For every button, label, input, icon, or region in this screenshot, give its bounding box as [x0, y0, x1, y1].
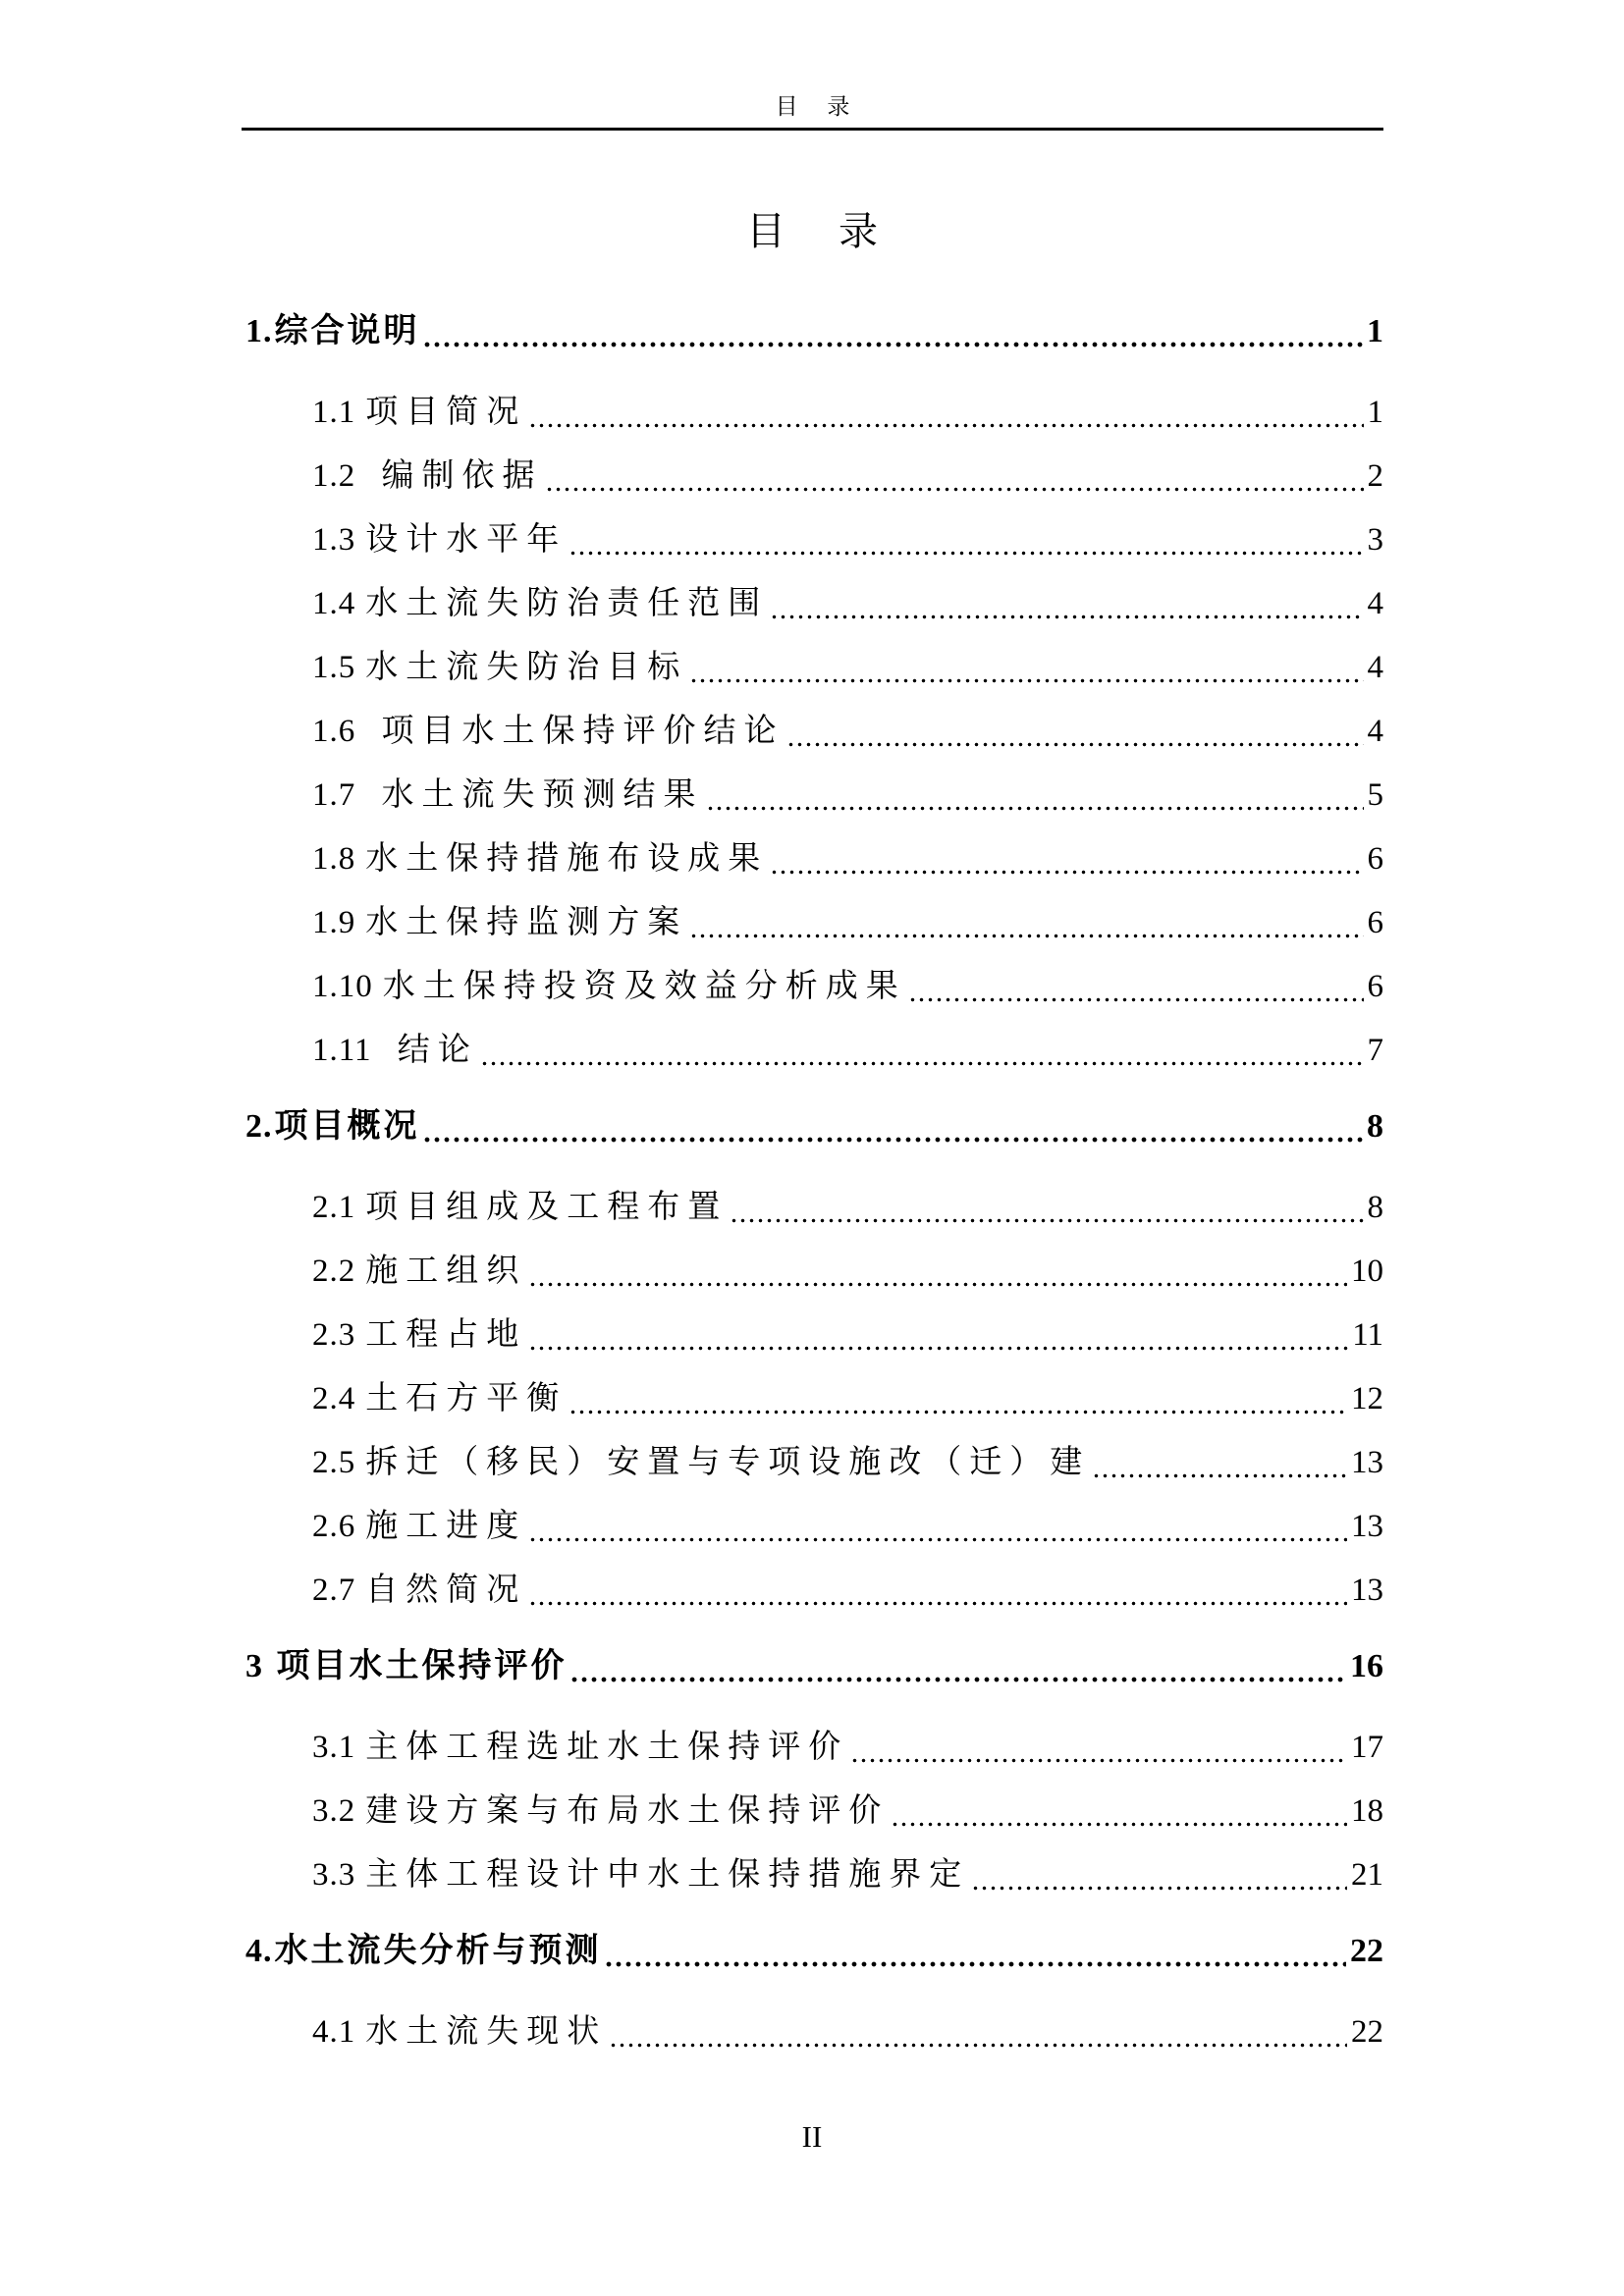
toc-entry-label: 项目水土保持评价结论 — [365, 714, 785, 749]
toc-entry[interactable] — [245, 1095, 1383, 1158]
toc-entry-number: 4.1 — [312, 2014, 356, 2050]
toc-entry-number: 2.3 — [312, 1317, 356, 1353]
toc-entry-number: 1. — [245, 313, 273, 349]
toc-leader-dots — [770, 828, 1363, 891]
toc-leader-dots — [908, 955, 1364, 1019]
toc-entry-number: 1.5 — [312, 650, 356, 685]
toc-entry-page: 1 — [1367, 395, 1383, 430]
toc-entry-label: 水土流失防治责任范围 — [365, 586, 769, 621]
toc-entry[interactable] — [245, 1176, 1383, 1240]
toc-entry-number: 1.3 — [312, 522, 356, 558]
toc-entry-page: 2 — [1367, 458, 1383, 494]
toc-entry-page: 12 — [1351, 1381, 1383, 1416]
toc-leader-dots — [568, 508, 1363, 572]
toc-leader-dots — [850, 1716, 1347, 1780]
toc-entry-number: 1.7 — [312, 777, 356, 813]
toc-entry-label: 施工进度 — [365, 1509, 527, 1544]
toc-entry-label: 项目概况 — [274, 1108, 420, 1145]
toc-entry-number: 1.11 — [312, 1033, 372, 1068]
toc-entry[interactable] — [245, 1304, 1383, 1367]
toc-entry-label: 水土保持措施布设成果 — [365, 841, 769, 877]
toc-entry-number: 2.1 — [312, 1190, 356, 1225]
toc-entry-number: 3 — [245, 1648, 263, 1684]
toc-entry-page: 17 — [1351, 1730, 1383, 1765]
toc-entry-number: 1.8 — [312, 841, 356, 877]
toc-entry-page: 6 — [1367, 905, 1383, 940]
toc-entry-label: 建设方案与布局水土保持评价 — [365, 1793, 890, 1829]
toc-leader-dots — [770, 572, 1363, 636]
toc-entry-number: 3.2 — [312, 1793, 356, 1829]
toc-leader-dots — [528, 1559, 1347, 1623]
toc-leader-dots — [528, 381, 1363, 445]
toc-leader-dots — [569, 1634, 1347, 1698]
toc-entry[interactable] — [245, 1919, 1383, 1983]
toc-entry-page: 10 — [1351, 1254, 1383, 1289]
toc-leader-dots — [545, 445, 1364, 508]
toc-leader-dots — [1092, 1431, 1347, 1495]
toc-entry-number: 1.10 — [312, 969, 373, 1004]
toc-entry[interactable] — [245, 828, 1383, 891]
toc-entry-page: 13 — [1351, 1573, 1383, 1608]
toc-entry-label: 自然简况 — [365, 1573, 527, 1608]
toc-title: 目 录 — [746, 209, 878, 253]
toc-entry[interactable] — [245, 764, 1383, 828]
toc-entry-page: 8 — [1367, 1190, 1383, 1225]
toc-leader-dots — [689, 636, 1363, 700]
toc-entry-page: 22 — [1351, 2014, 1383, 2050]
toc-entry-number: 2.4 — [312, 1381, 356, 1416]
toc-entry-page: 21 — [1351, 1857, 1383, 1893]
toc-entry-page: 8 — [1367, 1108, 1383, 1145]
toc-entry-label: 拆迁（移民）安置与专项设施改（迁）建 — [365, 1445, 1091, 1480]
toc-entry[interactable] — [245, 1716, 1383, 1780]
toc-entry[interactable] — [245, 636, 1383, 700]
toc-leader-dots — [689, 891, 1363, 955]
toc-entry[interactable] — [245, 1019, 1383, 1083]
toc-entry-label: 土石方平衡 — [365, 1381, 568, 1416]
toc-leader-dots — [528, 1304, 1348, 1367]
toc-entry-number: 4. — [245, 1933, 273, 1969]
toc-leader-dots — [422, 299, 1364, 363]
toc-entry-page: 4 — [1367, 586, 1383, 621]
toc-entry-page: 7 — [1367, 1033, 1383, 1068]
toc-entry-page: 6 — [1367, 841, 1383, 877]
toc-leader-dots — [480, 1019, 1364, 1083]
toc-entry-label: 水土流失防治目标 — [365, 650, 688, 685]
toc-leader-dots — [891, 1780, 1347, 1843]
toc-entry-number: 3.1 — [312, 1730, 356, 1765]
page-footer — [0, 2120, 1624, 2154]
toc-leader-dots — [786, 700, 1364, 764]
toc-entry-label: 主体工程设计中水土保持措施界定 — [365, 1857, 970, 1893]
toc-entry[interactable] — [245, 891, 1383, 955]
toc-entry-number: 1.6 — [312, 714, 356, 749]
toc-entry[interactable] — [245, 1367, 1383, 1431]
toc-entry-label: 综合说明 — [274, 313, 420, 349]
toc-entry[interactable] — [245, 700, 1383, 764]
toc-entry-number: 1.2 — [312, 458, 356, 494]
toc-entry-number: 1.9 — [312, 905, 356, 940]
toc-entry-label: 编制依据 — [365, 458, 543, 494]
toc-entry-page: 16 — [1350, 1648, 1383, 1684]
toc-leader-dots — [422, 1095, 1364, 1158]
toc-entry[interactable] — [245, 2001, 1383, 2064]
toc-leader-dots — [706, 764, 1364, 828]
toc-leader-dots — [528, 1495, 1347, 1559]
toc-entry[interactable] — [245, 1495, 1383, 1559]
toc-entry-page: 4 — [1367, 650, 1383, 685]
toc-entry[interactable] — [245, 1240, 1383, 1304]
toc-entry-label: 施工组织 — [365, 1254, 527, 1289]
toc-leader-dots — [971, 1843, 1347, 1907]
toc-entry-page: 6 — [1367, 969, 1383, 1004]
toc-entry[interactable] — [245, 1843, 1383, 1907]
toc-entry-label: 水土保持投资及效益分析成果 — [382, 969, 906, 1004]
toc-entry-page: 11 — [1352, 1317, 1383, 1353]
toc-entry[interactable] — [245, 1634, 1383, 1698]
toc-entry[interactable] — [245, 955, 1383, 1019]
toc-entry[interactable] — [245, 381, 1383, 445]
toc-entry-label: 项目水土保持评价 — [265, 1648, 568, 1684]
toc-entry-page: 18 — [1351, 1793, 1383, 1829]
toc-entry[interactable] — [245, 1780, 1383, 1843]
toc-list — [245, 288, 1383, 2064]
toc-entry-page: 1 — [1367, 313, 1383, 349]
toc-entry-label: 结论 — [381, 1033, 478, 1068]
toc-entry-label: 水土流失现状 — [365, 2014, 608, 2050]
toc-entry-number: 2.7 — [312, 1573, 356, 1608]
toc-entry-label: 水土保持监测方案 — [365, 905, 688, 940]
toc-entry-page: 13 — [1351, 1509, 1383, 1544]
toc-entry[interactable] — [245, 1431, 1383, 1495]
toc-entry-page: 4 — [1367, 714, 1383, 749]
toc-leader-dots — [609, 2001, 1347, 2064]
running-header-title: 目 录 — [775, 94, 850, 119]
toc-entry[interactable] — [245, 299, 1383, 363]
toc-entry-number: 3.3 — [312, 1857, 356, 1893]
toc-entry-page: 5 — [1367, 777, 1383, 813]
toc-leader-dots — [568, 1367, 1347, 1431]
toc-entry-number: 1.1 — [312, 395, 356, 430]
page-number: II — [801, 2119, 823, 2154]
page-header — [242, 94, 1383, 131]
toc-entry-label: 项目组成及工程布置 — [365, 1190, 729, 1225]
toc-entry-label: 工程占地 — [365, 1317, 527, 1353]
toc-entry[interactable] — [245, 445, 1383, 508]
toc-entry-number: 2.5 — [312, 1445, 356, 1480]
toc-entry[interactable] — [245, 1559, 1383, 1623]
toc-entry[interactable] — [245, 508, 1383, 572]
toc-entry-label: 项目简况 — [365, 395, 527, 430]
toc-entry[interactable] — [245, 572, 1383, 636]
toc-entry-number: 1.4 — [312, 586, 356, 621]
toc-leader-dots — [528, 1240, 1347, 1304]
toc-entry-page: 13 — [1351, 1445, 1383, 1480]
toc-entry-label: 水土流失预测结果 — [365, 777, 704, 813]
toc-entry-number: 2.2 — [312, 1254, 356, 1289]
toc-entry-number: 2. — [245, 1108, 273, 1145]
toc-entry-number: 2.6 — [312, 1509, 356, 1544]
toc-entry-page: 3 — [1367, 522, 1383, 558]
toc-entry-page: 22 — [1350, 1933, 1383, 1969]
toc-leader-dots — [604, 1919, 1347, 1983]
toc-entry-label: 水土流失分析与预测 — [274, 1933, 602, 1969]
toc-entry-label: 主体工程选址水土保持评价 — [365, 1730, 849, 1765]
toc-entry-label: 设计水平年 — [365, 522, 568, 558]
toc-leader-dots — [730, 1176, 1363, 1240]
